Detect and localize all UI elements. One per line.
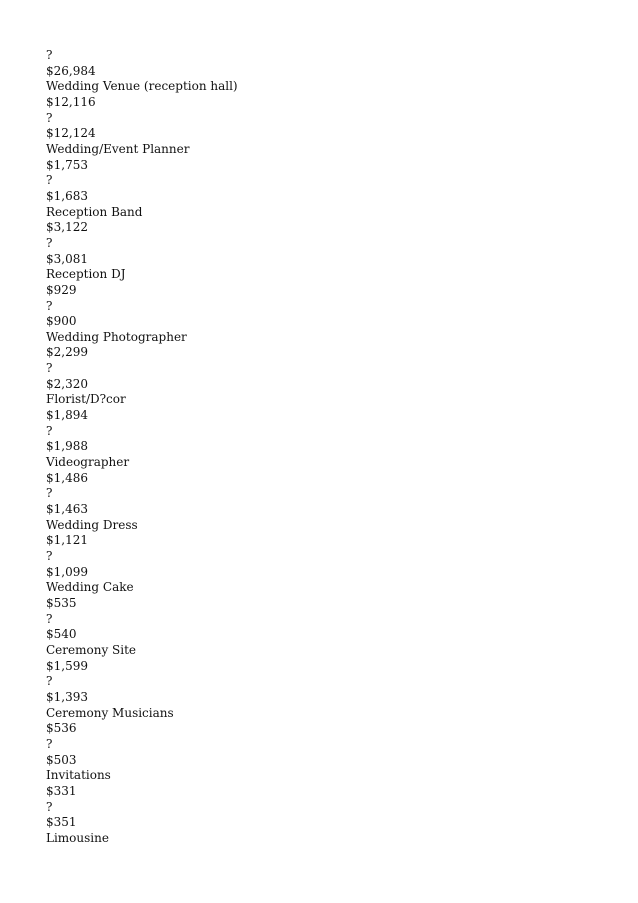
text-line: ? [46,423,53,438]
text-line: $1,121 [46,533,88,548]
text-line: $1,393 [46,689,88,704]
text-line: $12,116 [46,94,96,109]
text-line: ? [46,235,53,250]
document-page [46,48,606,846]
text-line: ? [46,48,53,62]
text-line: $1,463 [46,502,88,517]
text-line: $929 [46,282,77,297]
text-line: $2,299 [46,345,88,360]
text-line: ? [46,173,53,188]
text-line: $540 [46,627,77,642]
text-line: $503 [46,752,77,767]
text-line: $900 [46,314,77,329]
text-line: $1,486 [46,470,88,485]
text-line: ? [46,799,53,814]
text-line: Ceremony Musicians [46,705,174,720]
text-line: $3,122 [46,220,88,235]
text-line: $12,124 [46,126,96,141]
text-line: ? [46,674,53,689]
text-line: Wedding/Event Planner [46,141,190,156]
text-line: Wedding Photographer [46,329,187,344]
text-line: $3,081 [46,251,88,266]
text-line: Limousine [46,830,109,845]
text-line: Reception DJ [46,267,126,282]
text-line: Ceremony Site [46,642,137,657]
text-line: ? [46,549,53,563]
text-line: ? [46,298,53,313]
text-line: $1,683 [46,188,88,203]
text-line: $1,894 [46,408,88,423]
text-line: Florist/D?cor [46,392,126,407]
text-line: $351 [46,815,77,830]
text-line: ? [46,611,53,626]
text-line: Wedding Venue (reception hall) [46,79,238,94]
text-line: $536 [46,721,77,736]
text-line: $535 [46,595,77,610]
text-line: $1,599 [46,658,88,673]
text-line: ? [46,736,53,751]
text-line: $1,988 [46,439,88,454]
text-line: ? [46,486,53,501]
text-line: ? [46,110,53,125]
text-line: $1,753 [46,157,88,172]
text-line: Wedding Dress [46,517,138,532]
text-line: Wedding Cake [46,580,134,595]
text-line: $2,320 [46,376,88,391]
text-line: $1,099 [46,564,88,579]
text-line: Videographer [46,455,130,470]
text-line: $26,984 [46,63,96,78]
text-line: Invitations [46,768,111,783]
text-line: $331 [46,783,77,798]
text-line: ? [46,361,53,376]
text-line: Reception Band [46,204,143,219]
